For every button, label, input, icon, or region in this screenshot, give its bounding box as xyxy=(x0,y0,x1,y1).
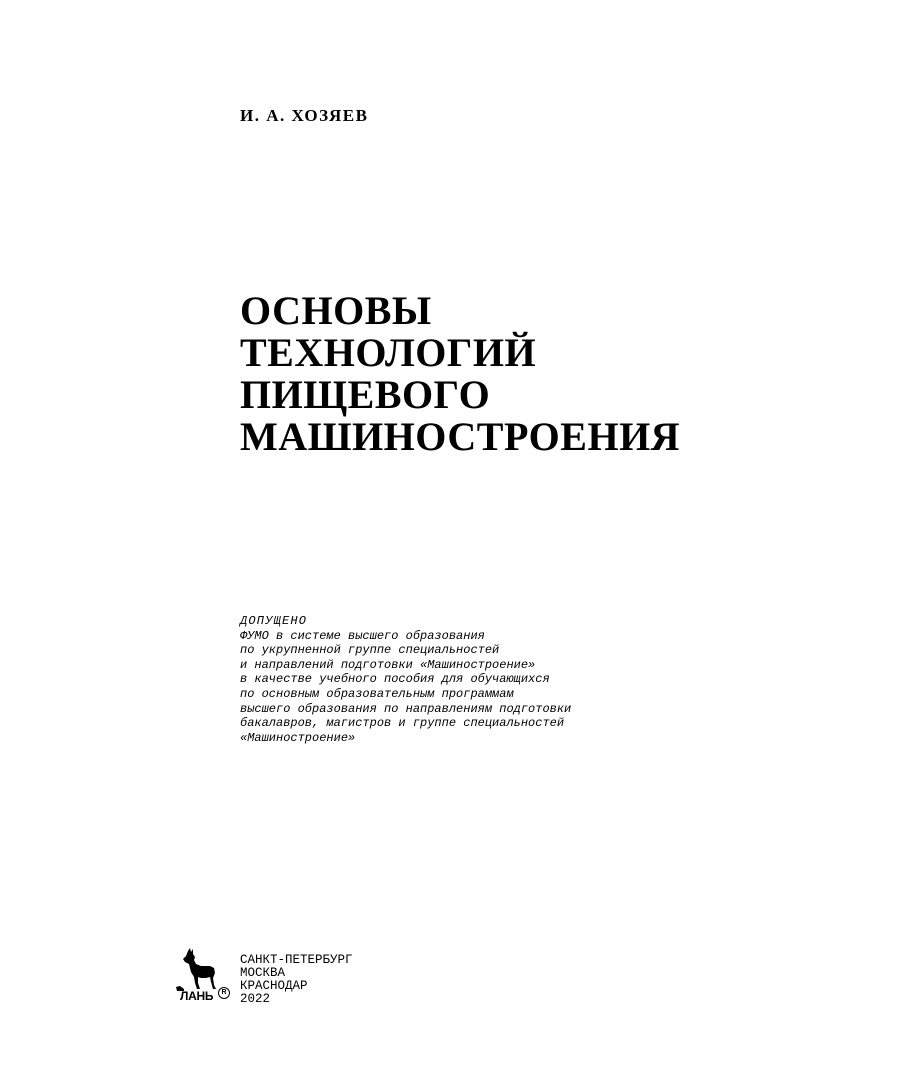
imprint-city: САНКТ-ПЕТЕРБУРГ xyxy=(240,953,353,967)
imprint xyxy=(240,954,353,1006)
imprint-year: 2022 xyxy=(240,992,271,1006)
approval-line: «Машиностроение» xyxy=(240,730,356,745)
title-line: ОСНОВЫ xyxy=(240,288,432,333)
approval-line: бакалавров, магистров и группе специальностей xyxy=(240,716,565,731)
approval-line: в качестве учебного пособия для обучающихся xyxy=(240,672,550,687)
approval-line: высшего образования по направлениям подготовки xyxy=(240,701,572,716)
registered-mark-icon: R xyxy=(218,987,230,999)
approval-line: и направлений подготовки «Машиностроение» xyxy=(240,657,536,672)
publisher-logo xyxy=(174,947,238,1011)
approval-line: ФУМО в системе высшего образования xyxy=(240,628,485,643)
title-line: МАШИНОСТРОЕНИЯ xyxy=(240,414,681,459)
imprint-city: КРАСНОДАР xyxy=(240,979,308,993)
author-name: И. А. ХОЗЯЕВ xyxy=(240,106,369,125)
book-title xyxy=(240,290,680,458)
approval-line: по укрупненной группе специальностей xyxy=(240,643,500,658)
approval-heading: ДОПУЩЕНО xyxy=(240,614,308,628)
publisher-logo-text: ЛАНЬ xyxy=(180,989,214,1003)
doe-deer-icon xyxy=(174,947,238,991)
imprint-city: МОСКВА xyxy=(240,966,286,980)
title-line: ПИЩЕВОГО xyxy=(240,372,491,417)
approval-line: по основным образовательным программам xyxy=(240,686,514,701)
title-line: ТЕХНОЛОГИЙ xyxy=(240,330,537,375)
approval-stamp-text xyxy=(240,614,571,745)
